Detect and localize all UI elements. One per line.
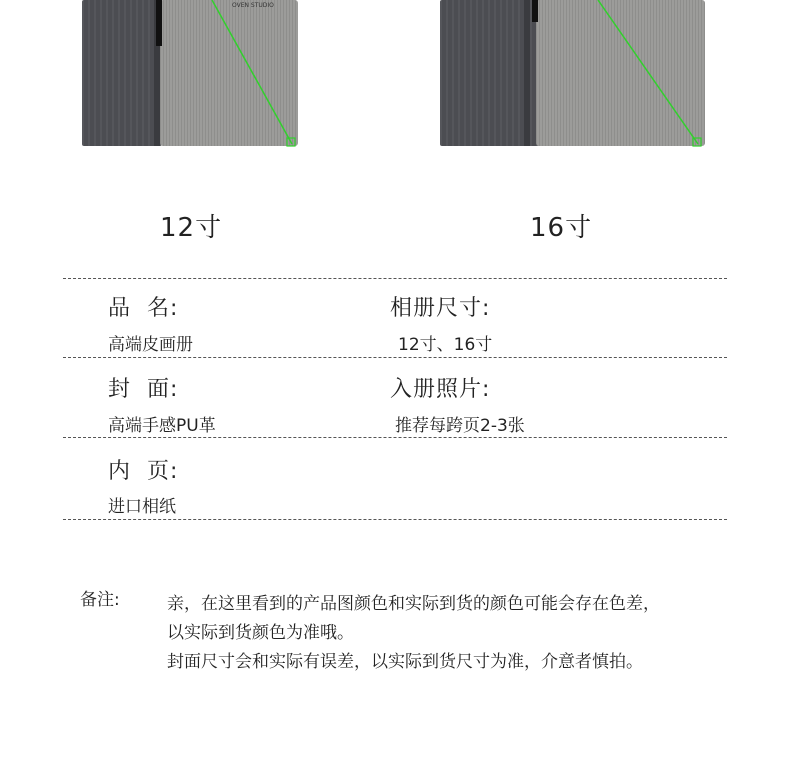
- spec-cover-value: 高端手感PU革: [108, 416, 216, 436]
- divider: [63, 519, 727, 520]
- spec-album-size-label: 相册尺寸:: [390, 296, 491, 321]
- spec-name-value: 高端皮画册: [108, 335, 193, 355]
- note-line: 封面尺寸会和实际有误差，以实际到货尺寸为准，介意者慎拍。: [167, 652, 643, 672]
- note-line: 亲，在这里看到的产品图颜色和实际到货的颜色可能会存在色差，: [167, 594, 660, 614]
- spec-inner-label: 内 页:: [108, 459, 179, 484]
- divider: [63, 437, 727, 438]
- spec-photos-value: 推荐每跨页2-3张: [395, 416, 525, 436]
- note-line: 以实际到货颜色为准哦。: [167, 623, 354, 643]
- spec-cover-label: 封 面:: [108, 377, 179, 402]
- spec-photos-label: 入册照片:: [390, 377, 491, 402]
- note-label: 备注:: [80, 590, 120, 610]
- divider: [63, 278, 727, 279]
- divider: [63, 357, 727, 358]
- size-caption-12: 12寸: [160, 213, 223, 243]
- album-image-12: [82, 0, 298, 147]
- album-image-16: [440, 0, 705, 147]
- brand-text: OVEN STUDIO: [232, 2, 274, 9]
- spec-name-label: 品 名:: [108, 296, 179, 321]
- spec-album-size-value: 12寸、16寸: [398, 335, 493, 355]
- spec-inner-value: 进口相纸: [108, 497, 176, 517]
- size-caption-16: 16寸: [530, 213, 593, 243]
